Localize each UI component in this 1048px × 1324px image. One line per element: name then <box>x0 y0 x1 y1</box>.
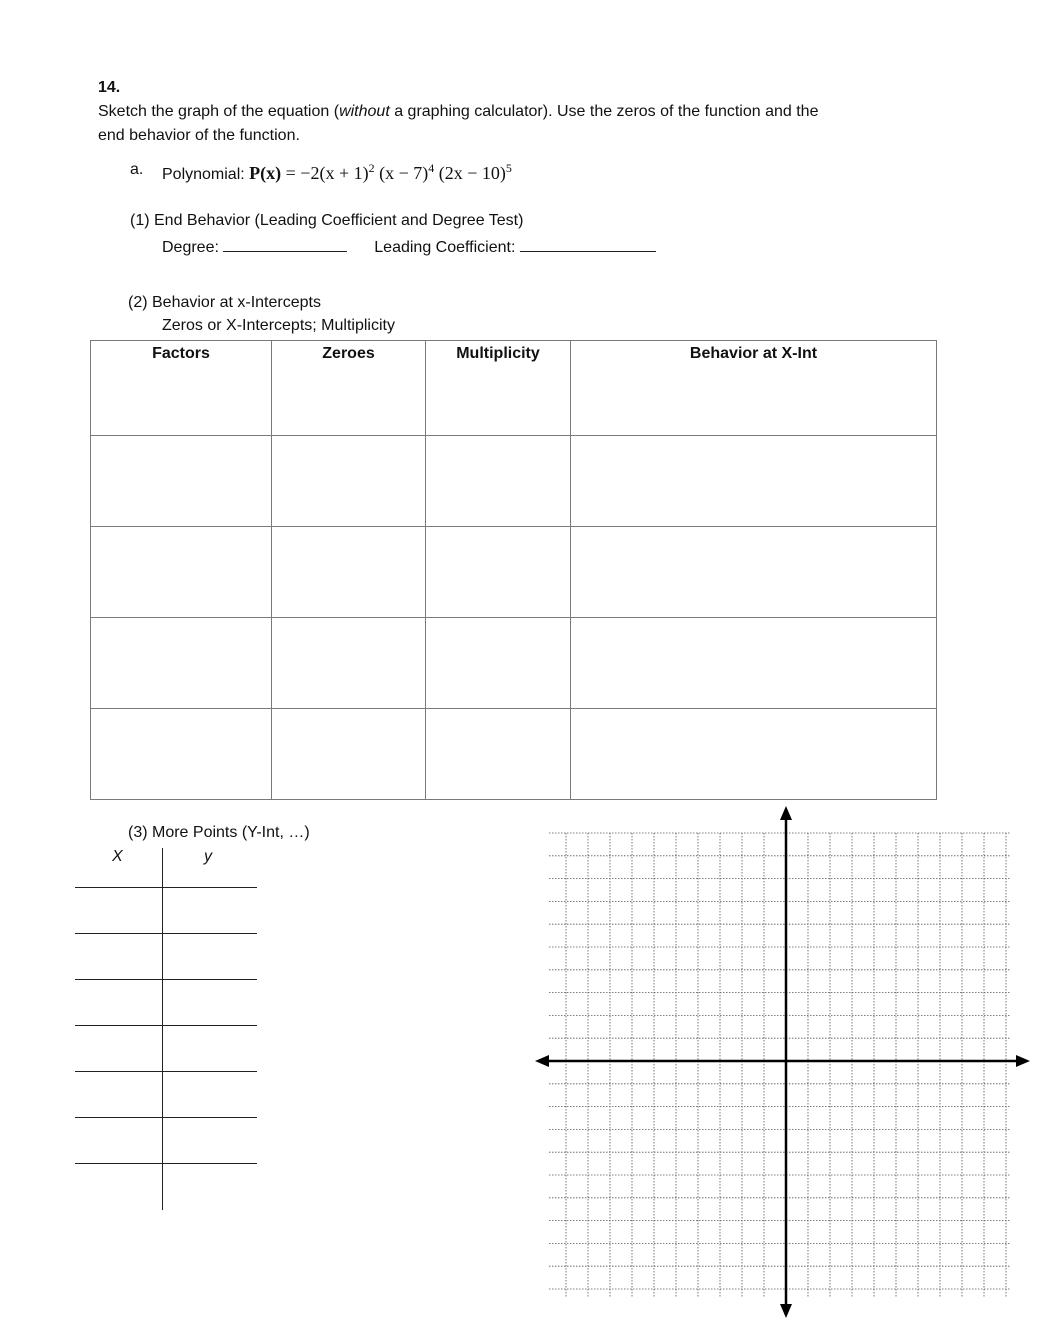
intercepts-subheading: Zeros or X-Intercepts; Multiplicity <box>162 317 395 334</box>
instruction-emphasis: without <box>339 103 390 120</box>
problem-instruction-line2: end behavior of the function. <box>98 127 300 144</box>
leading-coefficient-label: Leading Coefficient: <box>374 239 516 256</box>
factor-1: x + 1) <box>325 163 369 183</box>
degree-label: Degree: <box>162 239 219 256</box>
intercepts-heading: (2) Behavior at x-Intercepts <box>128 294 321 311</box>
instruction-pre: Sketch the graph of the equation ( <box>98 103 340 120</box>
polynomial-eq: = −2( <box>281 163 326 183</box>
polynomial-lhs: P(x) <box>249 163 282 183</box>
problem-number: 14. <box>98 79 121 96</box>
exponent-1: 2 <box>368 161 375 175</box>
factor-2: (x − 7) <box>374 163 429 183</box>
exponent-2: 4 <box>428 161 435 175</box>
end-behavior-heading: (1) End Behavior (Leading Coefficient and Degree Test) <box>130 212 524 229</box>
instruction-post: a graphing calculator). Use the zeros of the function and the <box>389 103 819 120</box>
exponent-3: 5 <box>505 161 512 175</box>
x-axis-right-arrow-icon <box>1016 1055 1030 1067</box>
x-axis-left-arrow-icon <box>535 1055 549 1067</box>
factor-3: (2x − 10) <box>434 163 506 183</box>
polynomial-prefix: Polynomial: <box>162 166 250 183</box>
part-a-label: a. <box>130 161 144 178</box>
y-axis-up-arrow-icon <box>780 806 792 820</box>
col-zeroes: Zeroes <box>272 341 426 436</box>
col-behavior: Behavior at X-Int <box>571 341 937 436</box>
x-column-label: X <box>112 848 123 865</box>
y-axis-down-arrow-icon <box>780 1304 792 1318</box>
col-factors: Factors <box>91 341 272 436</box>
y-column-label: y <box>204 848 212 865</box>
more-points-heading: (3) More Points (Y-Int, …) <box>128 824 310 841</box>
col-multiplicity: Multiplicity <box>426 341 571 436</box>
